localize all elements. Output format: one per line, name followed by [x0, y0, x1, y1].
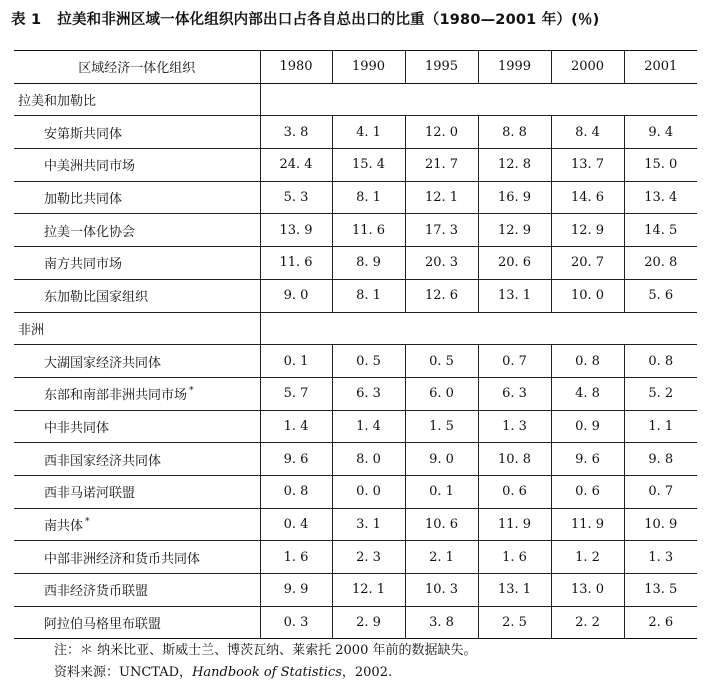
value-cell: 20. 7 [551, 247, 624, 280]
org-name [14, 181, 260, 214]
value-cell: 3. 8 [260, 116, 332, 149]
value-cell: 10. 8 [478, 443, 551, 476]
header-year: 1995 [405, 51, 478, 84]
org-name-text: 安第斯共同体 [44, 126, 123, 142]
group-row [14, 312, 697, 345]
value-cell: 3. 1 [332, 508, 405, 541]
table-row [14, 541, 697, 574]
value-cell: 8. 8 [478, 116, 551, 149]
value-cell: 11. 6 [332, 214, 405, 247]
value-cell: 8. 1 [332, 181, 405, 214]
table-row [14, 247, 697, 280]
org-name-text: 大湖国家经济共同体 [44, 355, 162, 371]
table-row [14, 116, 697, 149]
value-cell: 5. 7 [260, 377, 332, 410]
value-cell: 1. 6 [478, 541, 551, 574]
value-cell: 0. 8 [551, 345, 624, 378]
value-cell: 0. 4 [260, 508, 332, 541]
value-cell: 24. 4 [260, 149, 332, 182]
value-cell: 12. 8 [478, 149, 551, 182]
value-cell: 12. 0 [405, 116, 478, 149]
value-cell: 8. 4 [551, 116, 624, 149]
org-name-text: 拉美一体化协会 [44, 224, 136, 240]
org-name [14, 149, 260, 182]
value-cell: 8. 1 [332, 279, 405, 312]
value-cell: 12. 9 [478, 214, 551, 247]
table-row [14, 475, 697, 508]
table-row [14, 377, 697, 410]
value-cell: 0. 6 [551, 475, 624, 508]
value-cell: 0. 7 [478, 345, 551, 378]
org-name [14, 377, 260, 410]
header-row [14, 51, 697, 84]
header-org-label: 区域经济一体化组织 [14, 51, 260, 84]
org-name-text: 西非马诺河联盟 [44, 486, 136, 502]
value-cell: 13. 5 [624, 574, 697, 607]
value-cell: 20. 8 [624, 247, 697, 280]
value-cell: 1. 3 [478, 410, 551, 443]
value-cell: 2. 1 [405, 541, 478, 574]
footnote: 注：＊ 纳米比亚、斯威士兰、博茨瓦纳、莱索托 2000 年前的数据缺失。 [54, 643, 477, 658]
value-cell: 9. 9 [260, 574, 332, 607]
org-name [14, 116, 260, 149]
org-name-text: 中部非洲经济和货币共同体 [44, 551, 201, 567]
org-name [14, 475, 260, 508]
value-cell: 1. 6 [260, 541, 332, 574]
value-cell: 20. 6 [478, 247, 551, 280]
org-name [14, 279, 260, 312]
value-cell: 1. 4 [260, 410, 332, 443]
data-table [14, 50, 697, 639]
table-row [14, 574, 697, 607]
value-cell: 10. 3 [405, 574, 478, 607]
header-year: 2000 [551, 51, 624, 84]
value-cell: 12. 1 [332, 574, 405, 607]
table-body [14, 83, 697, 639]
group-name: 非洲 [14, 312, 260, 345]
table-number: 表 1 [11, 12, 42, 28]
value-cell: 9. 8 [624, 443, 697, 476]
value-cell: 10. 0 [551, 279, 624, 312]
value-cell: 5. 6 [624, 279, 697, 312]
header-year: 1990 [332, 51, 405, 84]
value-cell: 13. 4 [624, 181, 697, 214]
value-cell: 2. 9 [332, 606, 405, 639]
table-row [14, 443, 697, 476]
value-cell: 9. 6 [551, 443, 624, 476]
org-name-text: 东加勒比国家组织 [44, 290, 149, 306]
value-cell: 9. 0 [260, 279, 332, 312]
value-cell: 1. 4 [332, 410, 405, 443]
value-cell: 11. 9 [478, 508, 551, 541]
org-name [14, 345, 260, 378]
org-name-text: 东部和南部非洲共同市场 [44, 388, 188, 404]
value-cell: 8. 0 [332, 443, 405, 476]
value-cell: 5. 3 [260, 181, 332, 214]
value-cell: 8. 9 [332, 247, 405, 280]
org-name [14, 508, 260, 541]
table-row [14, 149, 697, 182]
table-title [11, 8, 703, 29]
value-cell: 12. 9 [551, 214, 624, 247]
org-name [14, 214, 260, 247]
value-cell: 0. 8 [260, 475, 332, 508]
value-cell: 0. 1 [405, 475, 478, 508]
value-cell: 2. 3 [332, 541, 405, 574]
org-name-text: 南共体 [44, 518, 84, 534]
value-cell: 17. 3 [405, 214, 478, 247]
value-cell: 6. 3 [478, 377, 551, 410]
org-name-text: 加勒比共同体 [44, 192, 123, 208]
source-line [54, 662, 476, 684]
value-cell: 1. 1 [624, 410, 697, 443]
value-cell: 14. 6 [551, 181, 624, 214]
value-cell: 9. 4 [624, 116, 697, 149]
org-name [14, 541, 260, 574]
table-row [14, 606, 697, 639]
value-cell: 0. 5 [332, 345, 405, 378]
org-name-text: 中非共同体 [44, 420, 110, 436]
value-cell: 0. 0 [332, 475, 405, 508]
value-cell: 0. 7 [624, 475, 697, 508]
value-cell: 9. 0 [405, 443, 478, 476]
org-name [14, 443, 260, 476]
value-cell: 13. 7 [551, 149, 624, 182]
value-cell: 21. 7 [405, 149, 478, 182]
table-row [14, 279, 697, 312]
table-row [14, 345, 697, 378]
source-suffix: ，2002. [341, 665, 393, 680]
value-cell: 13. 0 [551, 574, 624, 607]
header-year: 1980 [260, 51, 332, 84]
value-cell: 0. 6 [478, 475, 551, 508]
header-year: 1999 [478, 51, 551, 84]
value-cell: 0. 8 [624, 345, 697, 378]
value-cell: 0. 5 [405, 345, 478, 378]
org-name-text: 西非国家经济共同体 [44, 453, 162, 469]
value-cell: 13. 1 [478, 574, 551, 607]
table-caption: 拉美和非洲区域一体化组织内部出口占各自总出口的比重（1980—2001 年）(％) [57, 12, 600, 28]
value-cell: 11. 6 [260, 247, 332, 280]
value-cell: 13. 1 [478, 279, 551, 312]
value-cell: 10. 9 [624, 508, 697, 541]
value-cell: 4. 1 [332, 116, 405, 149]
value-cell: 12. 1 [405, 181, 478, 214]
org-name-text: 西非经济货币联盟 [44, 584, 149, 600]
value-cell: 14. 5 [624, 214, 697, 247]
value-cell: 0. 1 [260, 345, 332, 378]
value-cell: 5. 2 [624, 377, 697, 410]
group-name: 拉美和加勒比 [14, 83, 260, 116]
value-cell: 2. 5 [478, 606, 551, 639]
value-cell: 15. 4 [332, 149, 405, 182]
footnote-mark: * [85, 516, 90, 527]
value-cell: 6. 0 [405, 377, 478, 410]
value-cell: 0. 9 [551, 410, 624, 443]
table-row [14, 410, 697, 443]
group-spacer [260, 312, 697, 345]
value-cell: 20. 3 [405, 247, 478, 280]
value-cell: 9. 6 [260, 443, 332, 476]
value-cell: 6. 3 [332, 377, 405, 410]
table-notes [54, 640, 476, 684]
header-year: 2001 [624, 51, 697, 84]
value-cell: 2. 2 [551, 606, 624, 639]
table-row [14, 508, 697, 541]
value-cell: 1. 5 [405, 410, 478, 443]
org-name-text: 阿拉伯马格里布联盟 [44, 617, 162, 633]
source-title: Handbook of Statistics [192, 665, 342, 680]
value-cell: 16. 9 [478, 181, 551, 214]
org-name-text: 中美洲共同市场 [44, 159, 136, 175]
table-row [14, 181, 697, 214]
value-cell: 0. 3 [260, 606, 332, 639]
value-cell: 1. 2 [551, 541, 624, 574]
value-cell: 2. 6 [624, 606, 697, 639]
value-cell: 15. 0 [624, 149, 697, 182]
value-cell: 10. 6 [405, 508, 478, 541]
value-cell: 4. 8 [551, 377, 624, 410]
group-spacer [260, 83, 697, 116]
org-name [14, 606, 260, 639]
value-cell: 13. 9 [260, 214, 332, 247]
group-row [14, 83, 697, 116]
org-name [14, 247, 260, 280]
org-name-text: 南方共同市场 [44, 257, 123, 273]
org-name [14, 410, 260, 443]
value-cell: 3. 8 [405, 606, 478, 639]
org-name [14, 574, 260, 607]
footnote-mark: * [189, 385, 194, 396]
value-cell: 11. 9 [551, 508, 624, 541]
table-row [14, 214, 697, 247]
value-cell: 1. 3 [624, 541, 697, 574]
source-prefix: 资料来源：UNCTAD， [54, 665, 193, 680]
value-cell: 12. 6 [405, 279, 478, 312]
